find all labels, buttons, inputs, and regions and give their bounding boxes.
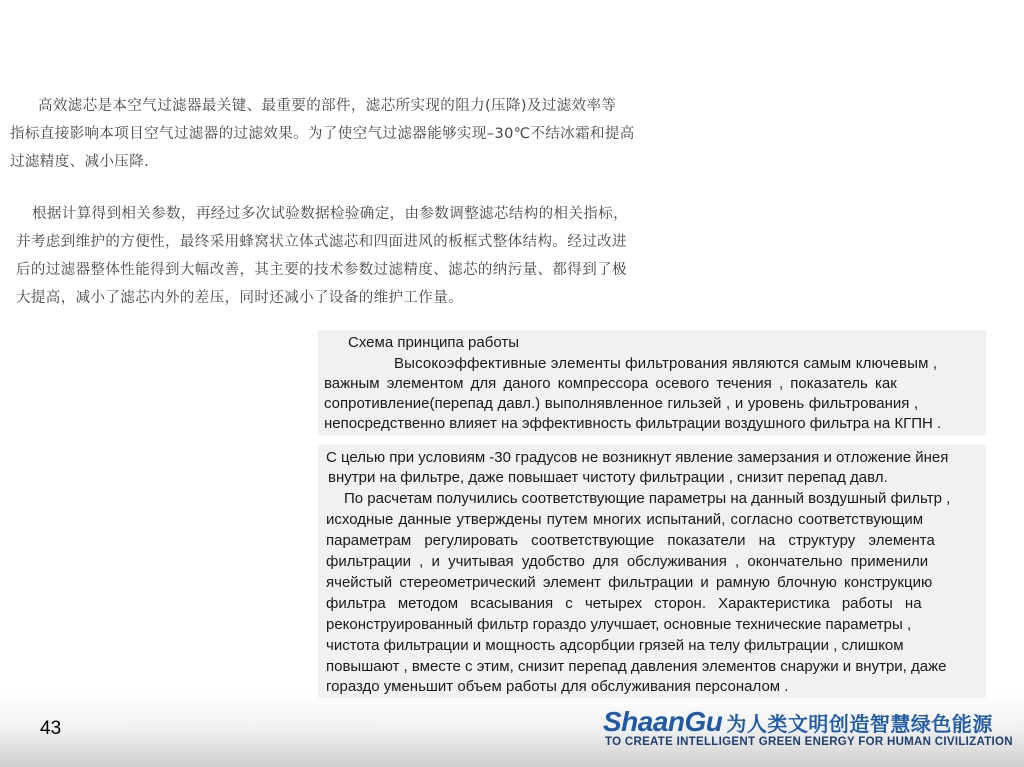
chinese-line: 大提高，减小了滤芯内外的差压，同时还减小了设备的维护工作量。 — [16, 290, 463, 306]
russian-line: ячейстый стереометрический элемент фильтрации и рамную блочную конструкцию — [326, 574, 933, 591]
russian-line: чистота фильтрации и мощность адсорбции грязей на телу фильтрации , слишком — [326, 637, 904, 654]
russian-line: непосредственно влияет на эффективность фильтрации воздушного фильтра на КГПН . — [324, 415, 942, 432]
chinese-line: 并考虑到维护的方便性，最终采用蜂窝状立体式滤芯和四面进风的板框式整体结构。经过改进 — [16, 234, 627, 250]
russian-line: фильтра методом всасывания с четырех сторон. Характеристика работы на — [326, 595, 922, 612]
russian-heading: Схема принципа работы — [348, 334, 519, 351]
russian-line: реконструированный фильтр гораздо улучшает, основные технические параметры , — [326, 616, 912, 633]
russian-line: По расчетам получились соответствующие параметры на данный воздушный фильтр , — [344, 490, 951, 507]
logo-slogan-english: TO CREATE INTELLIGENT GREEN ENERGY FOR HUMAN CIVILIZATION — [605, 736, 1013, 748]
russian-line: исходные данные утверждены путем многих испытаний, согласно соответствующим — [326, 511, 924, 528]
logo-brand-name: ShaanGu — [603, 706, 723, 737]
chinese-line: 根据计算得到相关参数，再经过多次试验数据检验确定，由参数调整滤芯结构的相关指标， — [32, 206, 628, 222]
page-number: 43 — [40, 718, 62, 739]
russian-line: гораздо уменьшит объем работы для обслуживания персоналом . — [326, 678, 789, 695]
chinese-line: 后的过滤器整体性能得到大幅改善，其主要的技术参数过滤精度、滤芯的纳污量、都得到了极 — [16, 262, 627, 278]
chinese-line: 指标直接影响本项目空气过滤器的过滤效果。为了使空气过滤器能够实现–30℃不结冰霜和提高 — [10, 126, 635, 142]
shaangu-logo — [603, 706, 1013, 750]
chinese-line: 过滤精度、减小压降. — [10, 154, 150, 170]
chinese-paragraph-1 — [10, 92, 680, 176]
logo-slogan-chinese: 为人类文明创造智慧绿色能源 — [726, 714, 993, 736]
russian-line: важным элементом для даного компрессора осевого течения , показатель как — [324, 375, 897, 392]
logo-top-row — [603, 706, 993, 738]
russian-line: Высокоэффективные элементы фильтрования являются самым ключевым , — [394, 355, 938, 372]
russian-line: сопротивление(перепад давл.) выполнявленное гильзей , и уровень фильтрования , — [324, 395, 919, 412]
chinese-paragraph-2 — [10, 200, 680, 312]
russian-line: параметрам регулировать соответствующие показатели на структуру элемента — [326, 532, 935, 549]
chinese-line: 高效滤芯是本空气过滤器最关键、最重要的部件，滤芯所实现的阻力(压降)及过滤效率等 — [38, 98, 617, 114]
russian-line: С целью при условиям -30 градусов не возникнут явление замерзания и отложение йнея — [326, 449, 949, 466]
russian-line: фильтрации , и учитывая удобство для обслуживания , окончательно применили — [326, 553, 929, 570]
russian-line: повышают , вместе с этим, снизит перепад давления элементов снаружи и внутри, даже — [326, 658, 947, 675]
russian-line: внутри на фильтре, даже повышает чистоту фильтрации , снизит перепад давл. — [328, 469, 888, 486]
